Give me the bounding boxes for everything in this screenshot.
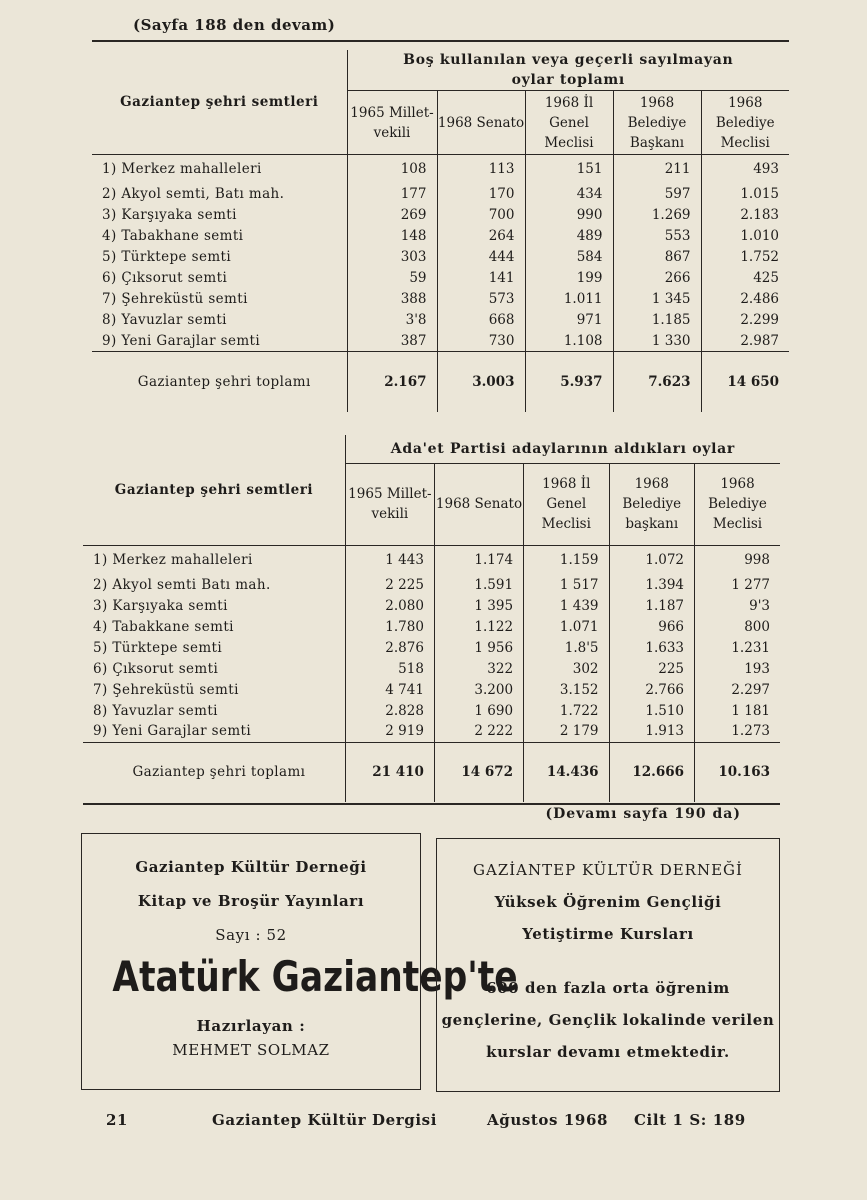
cell-value: 1.072 xyxy=(609,545,694,574)
district-name: 2) Akyol semti, Batı mah. xyxy=(102,186,285,202)
cell-value: 2.183 xyxy=(701,205,789,226)
table-row xyxy=(83,574,780,595)
ad-right-line5: gençlerine, Gençlik lokalinde verilen xyxy=(441,1011,775,1029)
cell-value: 1.510 xyxy=(609,700,694,721)
cell-value: 998 xyxy=(695,545,780,574)
cell-value: 264 xyxy=(437,226,525,247)
district-name: 9) Yeni Garajlar semti xyxy=(93,723,252,740)
table-row xyxy=(92,184,789,205)
cell-value: 193 xyxy=(695,658,780,679)
group-header: Boş kullanılan veya geçerli sayılmayan oylar toplamı xyxy=(347,50,789,91)
cell-value: 553 xyxy=(613,226,701,247)
cell-value: 1.269 xyxy=(613,205,701,226)
invalid-votes-table xyxy=(92,50,789,412)
district-name: 3) Karşıyaka semti xyxy=(93,597,228,614)
district-name: 1) Merkez mahalleleri xyxy=(102,161,262,178)
cell-value: 113 xyxy=(437,155,525,184)
cell-value: 668 xyxy=(437,310,525,331)
total-value: 14.436 xyxy=(524,742,609,802)
table-row xyxy=(83,679,780,700)
total-value: 12.666 xyxy=(609,742,694,802)
header-rule xyxy=(92,40,789,42)
cell-value: 2 222 xyxy=(434,721,523,742)
district-name: 2) Akyol semti Batı mah. xyxy=(93,576,271,593)
page-header: (Sayfa 188 den devam) xyxy=(133,16,336,34)
table-row xyxy=(83,721,780,742)
cell-value: 141 xyxy=(437,268,525,289)
ad-left-title: Atatürk Gaziantep'te xyxy=(112,952,518,1001)
cell-value: 1.174 xyxy=(434,545,523,574)
cell-value: 302 xyxy=(524,658,609,679)
cell-value: 730 xyxy=(437,331,525,352)
cell-value: 59 xyxy=(347,268,437,289)
cell-value: 1.780 xyxy=(345,616,434,637)
cell-value: 148 xyxy=(347,226,437,247)
ad-right-line6: kurslar devamı etmektedir. xyxy=(486,1043,730,1061)
cell-value: 108 xyxy=(347,155,437,184)
total-value: 3.003 xyxy=(437,352,525,412)
cell-value: 151 xyxy=(525,155,613,184)
cell-value: 1.633 xyxy=(609,637,694,658)
ad-right-line3: Yetiştirme Kursları xyxy=(522,925,694,943)
cell-value: 1.722 xyxy=(524,700,609,721)
cell-value: 971 xyxy=(525,310,613,331)
ad-left-line1: Gaziantep Kültür Derneği xyxy=(135,858,367,876)
cell-value: 225 xyxy=(609,658,694,679)
table-row xyxy=(83,658,780,679)
cell-value: 444 xyxy=(437,247,525,268)
cell-value: 2 919 xyxy=(345,721,434,742)
footer-month-year: Ağustos 1968 xyxy=(487,1111,609,1129)
cell-value: 199 xyxy=(525,268,613,289)
cell-value: 1.159 xyxy=(524,545,609,574)
cell-value: 434 xyxy=(525,184,613,205)
column-header-5: 1968 Belediye Meclisi xyxy=(695,463,780,545)
table-row xyxy=(83,595,780,616)
cell-value: 1.8'5 xyxy=(524,637,609,658)
district-name: 6) Çıksorut semti xyxy=(102,270,228,286)
cell-value: 2.297 xyxy=(695,679,780,700)
cell-value: 387 xyxy=(347,331,437,352)
cell-value: 584 xyxy=(525,247,613,268)
cell-value: 425 xyxy=(701,268,789,289)
cell-value: 177 xyxy=(347,184,437,205)
column-header-4: 1968 Belediye Başkanı xyxy=(613,91,701,155)
table-row xyxy=(83,545,780,574)
table-row xyxy=(92,205,789,226)
cell-value: 303 xyxy=(347,247,437,268)
cell-value: 266 xyxy=(613,268,701,289)
cell-value: 1 395 xyxy=(434,595,523,616)
district-name: 7) Şehreküstü semti xyxy=(93,681,239,698)
ad-right-box xyxy=(436,838,780,1092)
cell-value: 211 xyxy=(613,155,701,184)
district-name: 7) Şehreküstü semti xyxy=(102,291,248,307)
cell-value: 2 225 xyxy=(345,574,434,595)
cell-value: 1.071 xyxy=(524,616,609,637)
table-row xyxy=(92,310,789,331)
district-name: 1) Merkez mahalleleri xyxy=(93,551,253,568)
table-row xyxy=(83,616,780,637)
cell-value: 1 956 xyxy=(434,637,523,658)
cell-value: 1.394 xyxy=(609,574,694,595)
cell-value: 1.011 xyxy=(525,289,613,310)
cell-value: 1.187 xyxy=(609,595,694,616)
cell-value: 4 741 xyxy=(345,679,434,700)
table2-bottom-rule xyxy=(83,803,780,805)
table-row xyxy=(92,331,789,352)
ad-left-box xyxy=(81,833,518,1090)
cell-value: 800 xyxy=(695,616,780,637)
ad-left-author: MEHMET SOLMAZ xyxy=(172,1041,330,1059)
cell-value: 573 xyxy=(437,289,525,310)
cell-value: 2.876 xyxy=(345,637,434,658)
total-value: 2.167 xyxy=(347,352,437,412)
ad-right-line1: GAZİANTEP KÜLTÜR DERNEĞİ xyxy=(473,861,743,879)
cell-value: 990 xyxy=(525,205,613,226)
footer-volume-issue: Cilt 1 S: 189 xyxy=(634,1111,746,1129)
cell-value: 1 277 xyxy=(695,574,780,595)
cell-value: 1 690 xyxy=(434,700,523,721)
cell-value: 493 xyxy=(701,155,789,184)
cell-value: 489 xyxy=(525,226,613,247)
cell-value: 1 330 xyxy=(613,331,701,352)
cell-value: 1.231 xyxy=(695,637,780,658)
cell-value: 1 181 xyxy=(695,700,780,721)
column-header-2: 1968 Senato xyxy=(434,463,523,545)
cell-value: 170 xyxy=(437,184,525,205)
cell-value: 1 443 xyxy=(345,545,434,574)
cell-value: 518 xyxy=(345,658,434,679)
cell-value: 1.108 xyxy=(525,331,613,352)
cell-value: 1.010 xyxy=(701,226,789,247)
cell-value: 2.828 xyxy=(345,700,434,721)
total-value: 5.937 xyxy=(525,352,613,412)
total-value: 10.163 xyxy=(695,742,780,802)
cell-value: 2.299 xyxy=(701,310,789,331)
district-header: Gaziantep şehri semtleri xyxy=(92,50,347,155)
cell-value: 2.987 xyxy=(701,331,789,352)
district-name: 3) Karşıyaka semti xyxy=(102,207,237,223)
cell-value: 1.591 xyxy=(434,574,523,595)
table-row xyxy=(92,289,789,310)
cell-value: 1.752 xyxy=(701,247,789,268)
district-header: Gaziantep şehri semtleri xyxy=(83,435,345,545)
ad-left-line3: Sayı : 52 xyxy=(215,926,287,944)
cell-value: 2 179 xyxy=(524,721,609,742)
table-row xyxy=(83,700,780,721)
ad-right-line2: Yüksek Öğrenim Gençliği xyxy=(494,893,722,911)
cell-value: 3.152 xyxy=(524,679,609,700)
cell-value: 2.486 xyxy=(701,289,789,310)
cell-value: 1.015 xyxy=(701,184,789,205)
table-row xyxy=(92,268,789,289)
ad-left-line2: Kitap ve Broşür Yayınları xyxy=(137,892,365,910)
district-name: 8) Yavuzlar semti xyxy=(102,312,227,328)
cell-value: 2.080 xyxy=(345,595,434,616)
total-row xyxy=(92,352,789,412)
column-header-1: 1965 Millet-vekili xyxy=(345,463,434,545)
district-name: 4) Tabakhane semti xyxy=(102,228,244,244)
cell-value: 1.185 xyxy=(613,310,701,331)
table-row xyxy=(92,247,789,268)
cell-value: 867 xyxy=(613,247,701,268)
total-label: Gaziantep şehri toplamı xyxy=(92,352,347,412)
cell-value: 3.200 xyxy=(434,679,523,700)
district-name: 5) Türktepe semti xyxy=(102,249,232,265)
district-name: 9) Yeni Garajlar semti xyxy=(102,332,261,349)
cell-value: 2.766 xyxy=(609,679,694,700)
column-header-3: 1968 İl Genel Meclisi xyxy=(525,91,613,155)
total-value: 14 650 xyxy=(701,352,789,412)
cell-value: 1 439 xyxy=(524,595,609,616)
footer-journal: Gaziantep Kültür Dergisi xyxy=(212,1111,438,1129)
total-value: 21 410 xyxy=(345,742,434,802)
column-header-3: 1968 İl Genel Meclisi xyxy=(524,463,609,545)
cell-value: 9'3 xyxy=(695,595,780,616)
column-header-2: 1968 Senato xyxy=(437,91,525,155)
table-row xyxy=(83,637,780,658)
cell-value: 269 xyxy=(347,205,437,226)
cell-value: 388 xyxy=(347,289,437,310)
ad-left-prep-label: Hazırlayan : xyxy=(196,1017,306,1035)
district-name: 6) Çıksorut semti xyxy=(93,660,219,677)
column-header-1: 1965 Millet-vekili xyxy=(347,91,437,155)
cell-value: 700 xyxy=(437,205,525,226)
cell-value: 1 345 xyxy=(613,289,701,310)
column-header-5: 1968 Belediye Meclisi xyxy=(701,91,789,155)
district-name: 5) Türktepe semti xyxy=(93,639,223,656)
table-row xyxy=(92,226,789,247)
cell-value: 1.122 xyxy=(434,616,523,637)
ad-right-line4: 600 den fazla orta öğrenim xyxy=(486,979,730,997)
continued-note: (Devamı sayfa 190 da) xyxy=(545,806,741,822)
table-row xyxy=(92,155,789,184)
total-value: 7.623 xyxy=(613,352,701,412)
cell-value: 1.273 xyxy=(695,721,780,742)
column-header-4: 1968 Belediye başkanı xyxy=(609,463,694,545)
cell-value: 1.913 xyxy=(609,721,694,742)
cell-value: 966 xyxy=(609,616,694,637)
total-row xyxy=(83,742,780,802)
district-name: 4) Tabakkane semti xyxy=(93,618,234,635)
total-value: 14 672 xyxy=(434,742,523,802)
cell-value: 597 xyxy=(613,184,701,205)
group-header: Ada'et Partisi adaylarının aldıkları oylar xyxy=(345,435,780,463)
cell-value: 1 517 xyxy=(524,574,609,595)
cell-value: 322 xyxy=(434,658,523,679)
district-name: 8) Yavuzlar semti xyxy=(93,702,218,719)
footer-page-number: 21 xyxy=(106,1111,129,1129)
cell-value: 3'8 xyxy=(347,310,437,331)
justice-party-votes-table xyxy=(83,435,780,802)
total-label: Gaziantep şehri toplamı xyxy=(83,742,345,802)
